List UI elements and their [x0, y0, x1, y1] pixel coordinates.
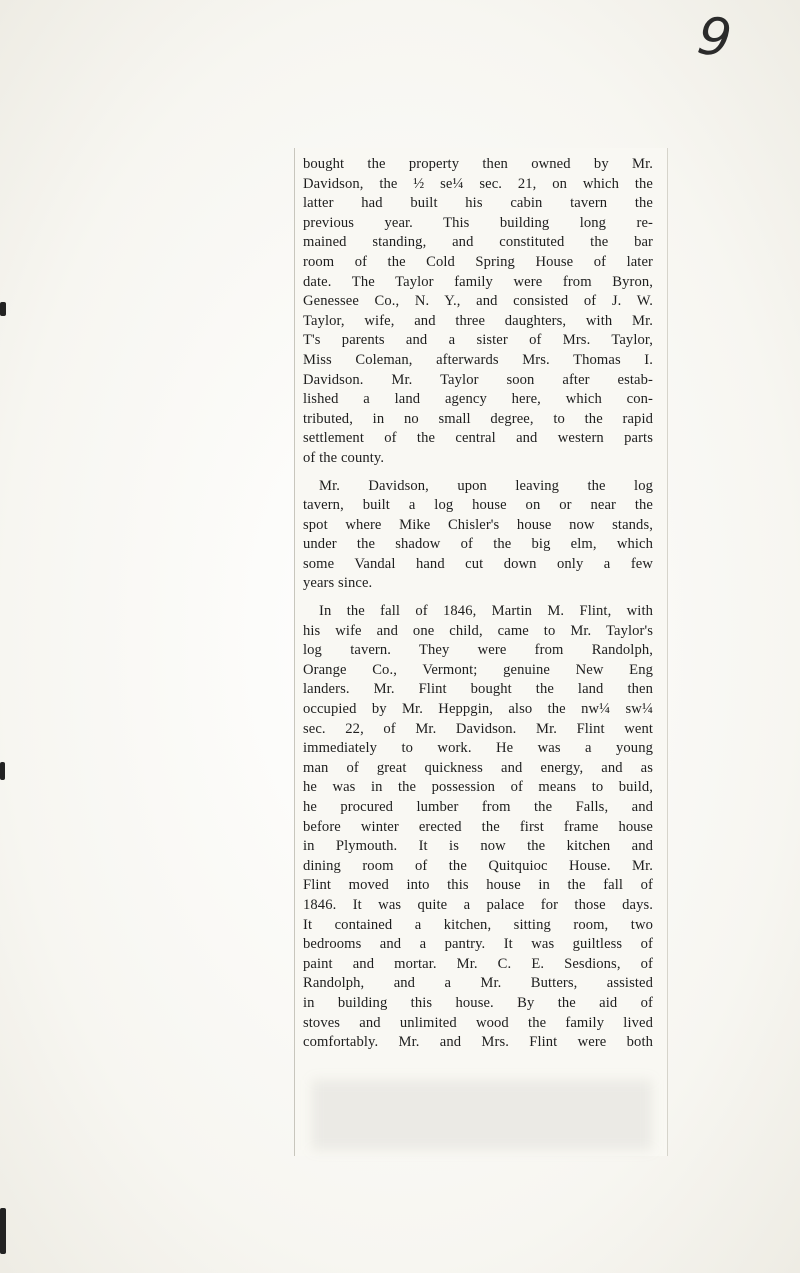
text-line: Davidson, the ½ se¼ sec. 21, on which the	[303, 175, 653, 192]
text-line: It contained a kitchen, sitting room, two	[303, 916, 653, 933]
text-line: tavern, built a log house on or near the	[303, 497, 653, 514]
paragraph-1	[303, 155, 653, 469]
text-line: previous year. This building long re-	[303, 214, 653, 231]
text-line: under the shadow of the big elm, which	[303, 536, 653, 553]
text-line: before winter erected the first frame house	[303, 818, 653, 835]
left-edge-mark-top	[0, 302, 6, 316]
text-line: immediately to work. He was a young	[303, 740, 653, 757]
page-number: 9	[693, 5, 736, 71]
left-edge-mark-middle	[0, 762, 5, 780]
text-line: Taylor, wife, and three daughters, with Mr.	[303, 312, 653, 329]
text-line: Miss Coleman, afterwards Mrs. Thomas I.	[303, 351, 653, 368]
text-line: landers. Mr. Flint bought the land then	[303, 681, 653, 698]
text-line: In the fall of 1846, Martin M. Flint, with	[319, 603, 653, 620]
left-edge-mark-bottom	[0, 1208, 6, 1254]
text-line: Davidson. Mr. Taylor soon after estab-	[303, 371, 653, 388]
text-line: spot where Mike Chisler's house now stands,	[303, 516, 653, 533]
text-line: his wife and one child, came to Mr. Taylor's	[303, 622, 653, 639]
text-line: man of great quickness and energy, and as	[303, 759, 653, 776]
text-line: room of the Cold Spring House of later	[303, 253, 653, 270]
text-line: mained standing, and constituted the bar	[303, 234, 653, 251]
text-line: Flint moved into this house in the fall of	[303, 877, 653, 894]
text-line: stoves and unlimited wood the family lived	[303, 1014, 653, 1031]
paragraph-2	[303, 477, 653, 595]
text-line: latter had built his cabin tavern the	[303, 195, 653, 212]
text-line: T's parents and a sister of Mrs. Taylor,	[303, 332, 653, 349]
text-line: sec. 22, of Mr. Davidson. Mr. Flint went	[303, 720, 653, 737]
text-line: occupied by Mr. Heppgin, also the nw¼ sw¼	[303, 701, 653, 718]
scan-smudge	[312, 1080, 652, 1150]
text-line: Orange Co., Vermont; genuine New Eng	[303, 661, 653, 678]
text-line: 1846. It was quite a palace for those days.	[303, 896, 653, 913]
text-line: bedrooms and a pantry. It was guiltless of	[303, 936, 653, 953]
article-text	[303, 155, 653, 1053]
text-line: in building this house. By the aid of	[303, 994, 653, 1011]
text-line: date. The Taylor family were from Byron,	[303, 273, 653, 290]
text-line: lished a land agency here, which con-	[303, 391, 653, 408]
newspaper-clipping	[294, 148, 668, 1156]
text-line: in Plymouth. It is now the kitchen and	[303, 838, 653, 855]
text-line: bought the property then owned by Mr.	[303, 156, 653, 172]
text-line: he was in the possession of means to build,	[303, 779, 653, 796]
text-line: some Vandal hand cut down only a few	[303, 555, 653, 572]
text-line: Mr. Davidson, upon leaving the log	[319, 477, 653, 494]
text-line: tributed, in no small degree, to the rapid	[303, 410, 653, 427]
text-line: log tavern. They were from Randolph,	[303, 642, 653, 659]
text-line: paint and mortar. Mr. C. E. Sesdions, of	[303, 955, 653, 972]
paragraph-3	[303, 602, 653, 1053]
text-line: of the county.	[303, 449, 385, 466]
text-line: Randolph, and a Mr. Butters, assisted	[303, 975, 653, 992]
text-line: he procured lumber from the Falls, and	[303, 799, 653, 815]
text-line: years since.	[303, 575, 373, 592]
text-line: dining room of the Quitquioc House. Mr.	[303, 857, 653, 874]
text-line: comfortably. Mr. and Mrs. Flint were both	[303, 1034, 653, 1051]
text-line: Genessee Co., N. Y., and consisted of J. W.	[303, 293, 653, 310]
text-line: settlement of the central and western parts	[303, 430, 653, 447]
